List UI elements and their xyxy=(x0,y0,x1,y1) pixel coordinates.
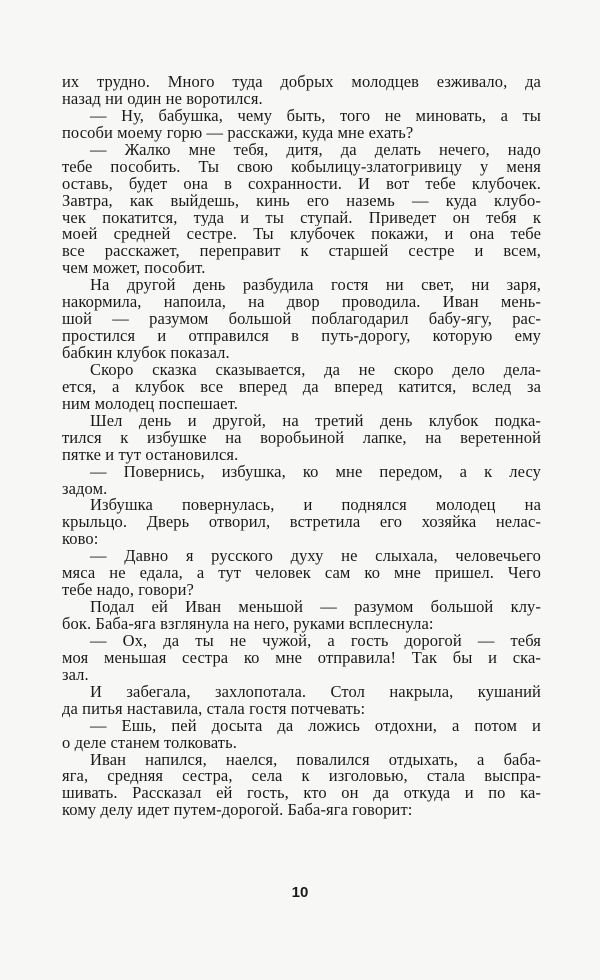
text-line: ним молодец поспешает. xyxy=(62,395,238,413)
paragraph xyxy=(62,464,541,498)
text-line: Избушка повернулась, и поднялся молодец на xyxy=(90,497,541,515)
paragraph xyxy=(62,752,541,820)
text-line: пособи моему горю — расскажи, куда мне ехать? xyxy=(62,124,414,142)
text-line: — Жалко мне тебя, дитя, да делать нечего, надо xyxy=(90,141,541,159)
paragraph xyxy=(62,362,541,413)
paragraph xyxy=(62,548,541,599)
text-line: кому делу идет путем-дорогой. Баба-яга говорит: xyxy=(62,802,413,820)
text-line: моей средней сестре. Ты клубочек покажи, и она тебе xyxy=(62,226,541,244)
text-line: пятке и тут остановился. xyxy=(62,446,239,464)
paragraph xyxy=(62,74,541,108)
paragraph xyxy=(62,497,541,548)
text-line: накормила, напоила, на двор проводила. Иван мень- xyxy=(62,294,541,312)
text-line: все расскажет, переправит к старшей сестре и всем, xyxy=(62,243,541,261)
text-line: назад ни один не воротился. xyxy=(62,90,263,108)
text-line: Завтра, как выйдешь, кинь его наземь — куда клубо- xyxy=(62,192,541,210)
paragraph xyxy=(62,718,541,752)
paragraph xyxy=(62,142,541,278)
text-line: ется, а клубок все вперед да вперед катится, вслед за xyxy=(62,378,541,396)
text-line: бок. Баба-яга взглянула на него, руками всплеснула: xyxy=(62,616,434,633)
text-line: тебе надо, говори? xyxy=(62,582,194,600)
text-line: Скоро сказка сказывается, да не скоро дело дела- xyxy=(90,361,541,379)
text-line: да питья наставила, стала гостя потчевать: xyxy=(62,700,366,718)
text-line: простился и отправился в путь-дорогу, которую ему xyxy=(62,328,541,345)
paragraph xyxy=(62,599,541,633)
text-line: — Давно я русского духу не слыхала, человечьего xyxy=(90,548,541,566)
text-line: шивать. Рассказал ей гость, кто он да откуда и по ка- xyxy=(62,785,541,803)
text-line: тебе пособить. Ты свою кобылицу-златогривицу у меня xyxy=(62,158,541,176)
text-line: моя меньшая сестра ко мне отправила! Так бы и ска- xyxy=(62,649,541,667)
text-line: их трудно. Много туда добрых молодцев езживало, да xyxy=(62,74,541,91)
body-text xyxy=(62,74,541,819)
text-line: шой — разумом большой поблагодарил бабу-ягу, рас- xyxy=(62,311,541,329)
text-line: тился к избушке на воробьиной лапке, на веретенной xyxy=(62,429,541,447)
text-line: чек покатится, туда и ты ступай. Приведет он тебя к xyxy=(62,209,541,227)
text-line: На другой день разбудила гостя ни свет, ни заря, xyxy=(90,277,541,295)
text-line: чем может, пособит. xyxy=(62,260,206,278)
text-line: — Ох, да ты не чужой, а гость дорогой — тебя xyxy=(90,632,541,650)
paragraph xyxy=(62,684,541,718)
text-line: — Ну, бабушка, чему быть, того не миновать, а ты xyxy=(90,107,541,125)
text-line: — Ешь, пей досыта да ложись отдохни, а потом и xyxy=(90,717,541,735)
text-line: И забегала, захлопотала. Стол накрыла, кушаний xyxy=(90,683,541,701)
text-line: яга, средняя сестра, села к изголовью, стала выспра- xyxy=(62,768,541,786)
paragraph xyxy=(62,633,541,684)
text-line: Подал ей Иван меньшой — разумом большой клу- xyxy=(90,599,541,616)
text-line: ково: xyxy=(62,531,99,549)
text-line: оставь, будет она в сохранности. И вот тебе клубочек. xyxy=(62,175,541,193)
paragraph xyxy=(62,108,541,142)
text-line: мяса не едала, а тут человек сам ко мне пришел. Чего xyxy=(62,565,541,583)
text-line: Шел день и другой, на третий день клубок подка- xyxy=(90,412,541,430)
text-line: зал. xyxy=(62,666,89,684)
page-number: 10 xyxy=(291,884,309,901)
text-line: бабкин клубок показал. xyxy=(62,345,230,362)
text-line: крыльцо. Дверь отворил, встретила его хозяйка нелас- xyxy=(62,514,541,532)
text-line: задом. xyxy=(62,480,108,498)
text-line: Иван напился, наелся, повалился отдыхать, а баба- xyxy=(90,751,541,769)
text-line: — Повернись, избушка, ко мне передом, а к лесу xyxy=(90,463,541,481)
text-line: о деле станем толковать. xyxy=(62,734,237,752)
paragraph xyxy=(62,413,541,464)
paragraph xyxy=(62,277,541,362)
